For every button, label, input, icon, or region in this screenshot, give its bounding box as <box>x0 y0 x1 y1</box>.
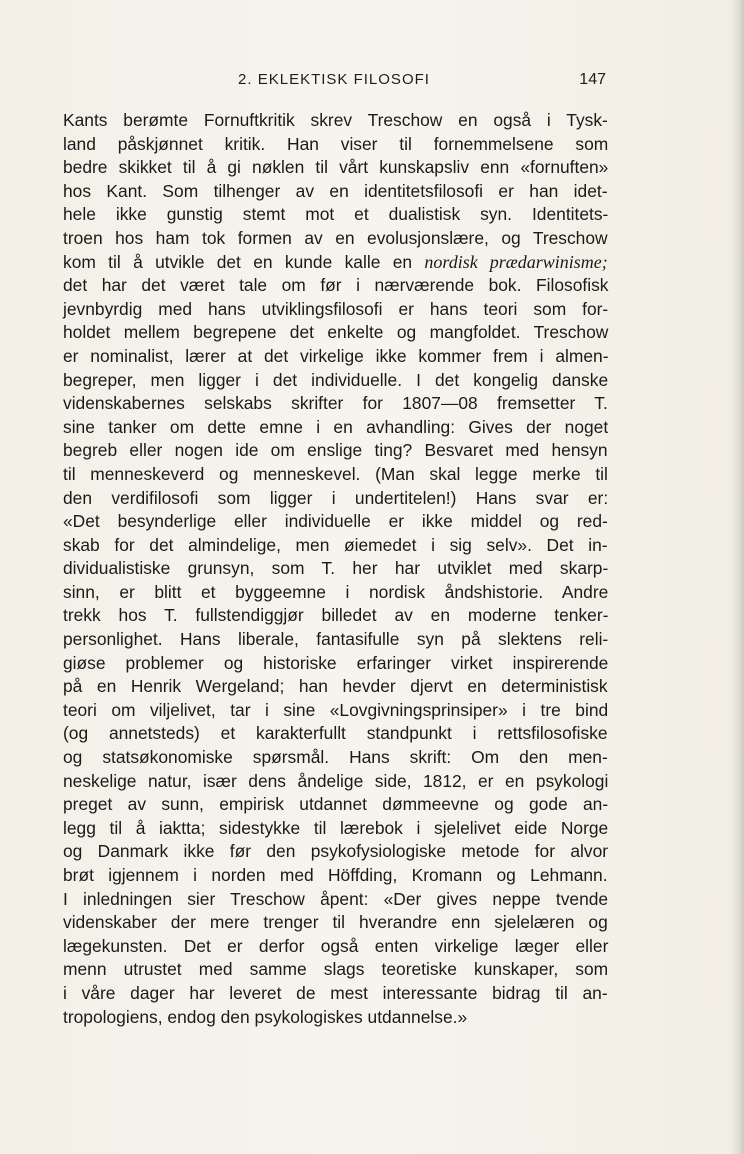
text-line: er nominalist, lærer at det virkelige ikke kommer frem i almen- <box>63 345 609 366</box>
italic-term: nordisk prædarwinisme; <box>424 251 608 272</box>
text-line: videnskabernes selskabs skrifter for 1807—08 fremsetter T. <box>63 393 608 414</box>
text-line: brøt igjennem i norden med Höffding, Kromann og Lehmann. <box>63 865 608 885</box>
text-line: kom til å utvikle det en kunde kalle en nordisk prædarwinisme; <box>63 251 608 272</box>
text-line: begreper, men ligger i det individuelle. I det kongelig danske <box>63 369 609 390</box>
text-line: lægekunsten. Det er derfor også enten virkelige læger eller <box>63 935 609 956</box>
text-line: og statsøkonomiske spørsmål. Hans skrift: Om den men- <box>63 747 608 768</box>
text-line: giøse problemer og historiske erfaringer virket inspirerende <box>63 652 609 673</box>
text-line: troen hos ham tok formen av en evolusjonslære, og Treschow <box>63 227 608 248</box>
text-line: Kants berømte Fornuftkritik skrev Treschow en også i Tysk- <box>63 110 608 130</box>
text-line: trekk hos T. fullstendiggjør billedet av en moderne tenker- <box>63 605 609 626</box>
text-line: sine tanker om dette emne i en avhandling: Gives der noget <box>63 416 609 437</box>
text-line: skab for det almindelige, men øiemedet i sig selv». Det in- <box>63 534 608 555</box>
text-line: holdet mellem begrepene det enkelte og mangfoldet. Treschow <box>63 322 609 343</box>
text-line: jevnbyrdig med hans utviklingsfilosofi er hans teori som for- <box>63 298 609 319</box>
text-line: det har det været tale om før i nærværende bok. Filosofisk <box>63 275 609 296</box>
page-edge-shadow <box>730 0 744 1154</box>
text-line: hos Kant. Som tilhenger av en identitetsfilosofi er han idet- <box>63 180 608 201</box>
text-line: den verdifilosofi som ligger i undertitelen!) Hans svar er: <box>63 487 609 508</box>
text-line: land påskjønnet kritik. Han viser til fornemmelsene som <box>63 133 609 154</box>
text-line: legg til å iaktta; sidestykke til lærebok i sjelelivet eide Norge <box>63 817 609 838</box>
text-line: og Danmark ikke før den psykofysiologiske metode for alvor <box>63 841 609 862</box>
text-line: neskelige natur, især dens åndelige side, 1812, er en psykologi <box>63 770 609 791</box>
text-line: sinn, er blitt et byggeemne i nordisk åndshistorie. Andre <box>63 581 609 602</box>
page-number: 147 <box>579 71 606 88</box>
text-line: hele ikke gunstig stemt mot et dualistisk syn. Identitets- <box>63 204 609 225</box>
chapter-title: 2. EKLEKTISK FILOSOFI <box>238 71 430 88</box>
text-line: «Det besynderlige eller individuelle er ikke middel og red- <box>63 511 608 532</box>
text-line: dividualistiske grunsyn, som T. her har utviklet med skarp- <box>63 558 609 579</box>
text-line: I inledningen sier Treschow åpent: «Der gives neppe tvende <box>63 888 609 909</box>
text-line: begreb eller nogen ide om enslige ting? Besvaret med hensyn <box>63 440 608 461</box>
text-line: menn utrustet med samme slags teoretiske kunskaper, som <box>63 959 609 980</box>
text-line-last: tropologiens, endog den psykologiskes utdannelse.» <box>63 1006 468 1027</box>
text-line: bedre skikket til å gi nøklen til vårt kunskapsliv enn «fornuften» <box>63 157 609 178</box>
text-line: til menneskeverd og menneskevel. (Man skal legge merke til <box>63 463 608 484</box>
text-line: teori om viljelivet, tar i sine «Lovgivningsprinsiper» i tre bind <box>63 699 609 720</box>
text-line: på en Henrik Wergeland; han hevder djervt en deterministisk <box>63 676 608 697</box>
text-line: i våre dager har leveret de mest interessante bidrag til an- <box>63 982 608 1003</box>
text-line: preget av sunn, empirisk utdannet dømmeevne og gode an- <box>63 794 609 815</box>
text-line: personlighet. Hans liberale, fantasifulle syn på slektens reli- <box>63 629 609 650</box>
text-line: (og annetsteds) et karakterfullt standpunkt i rettsfilosofiske <box>63 723 608 744</box>
text-line: videnskaber der mere trenger til hverandre enn sjelelæren og <box>63 912 608 933</box>
body-paragraph <box>63 109 608 1029</box>
running-header <box>62 71 606 97</box>
